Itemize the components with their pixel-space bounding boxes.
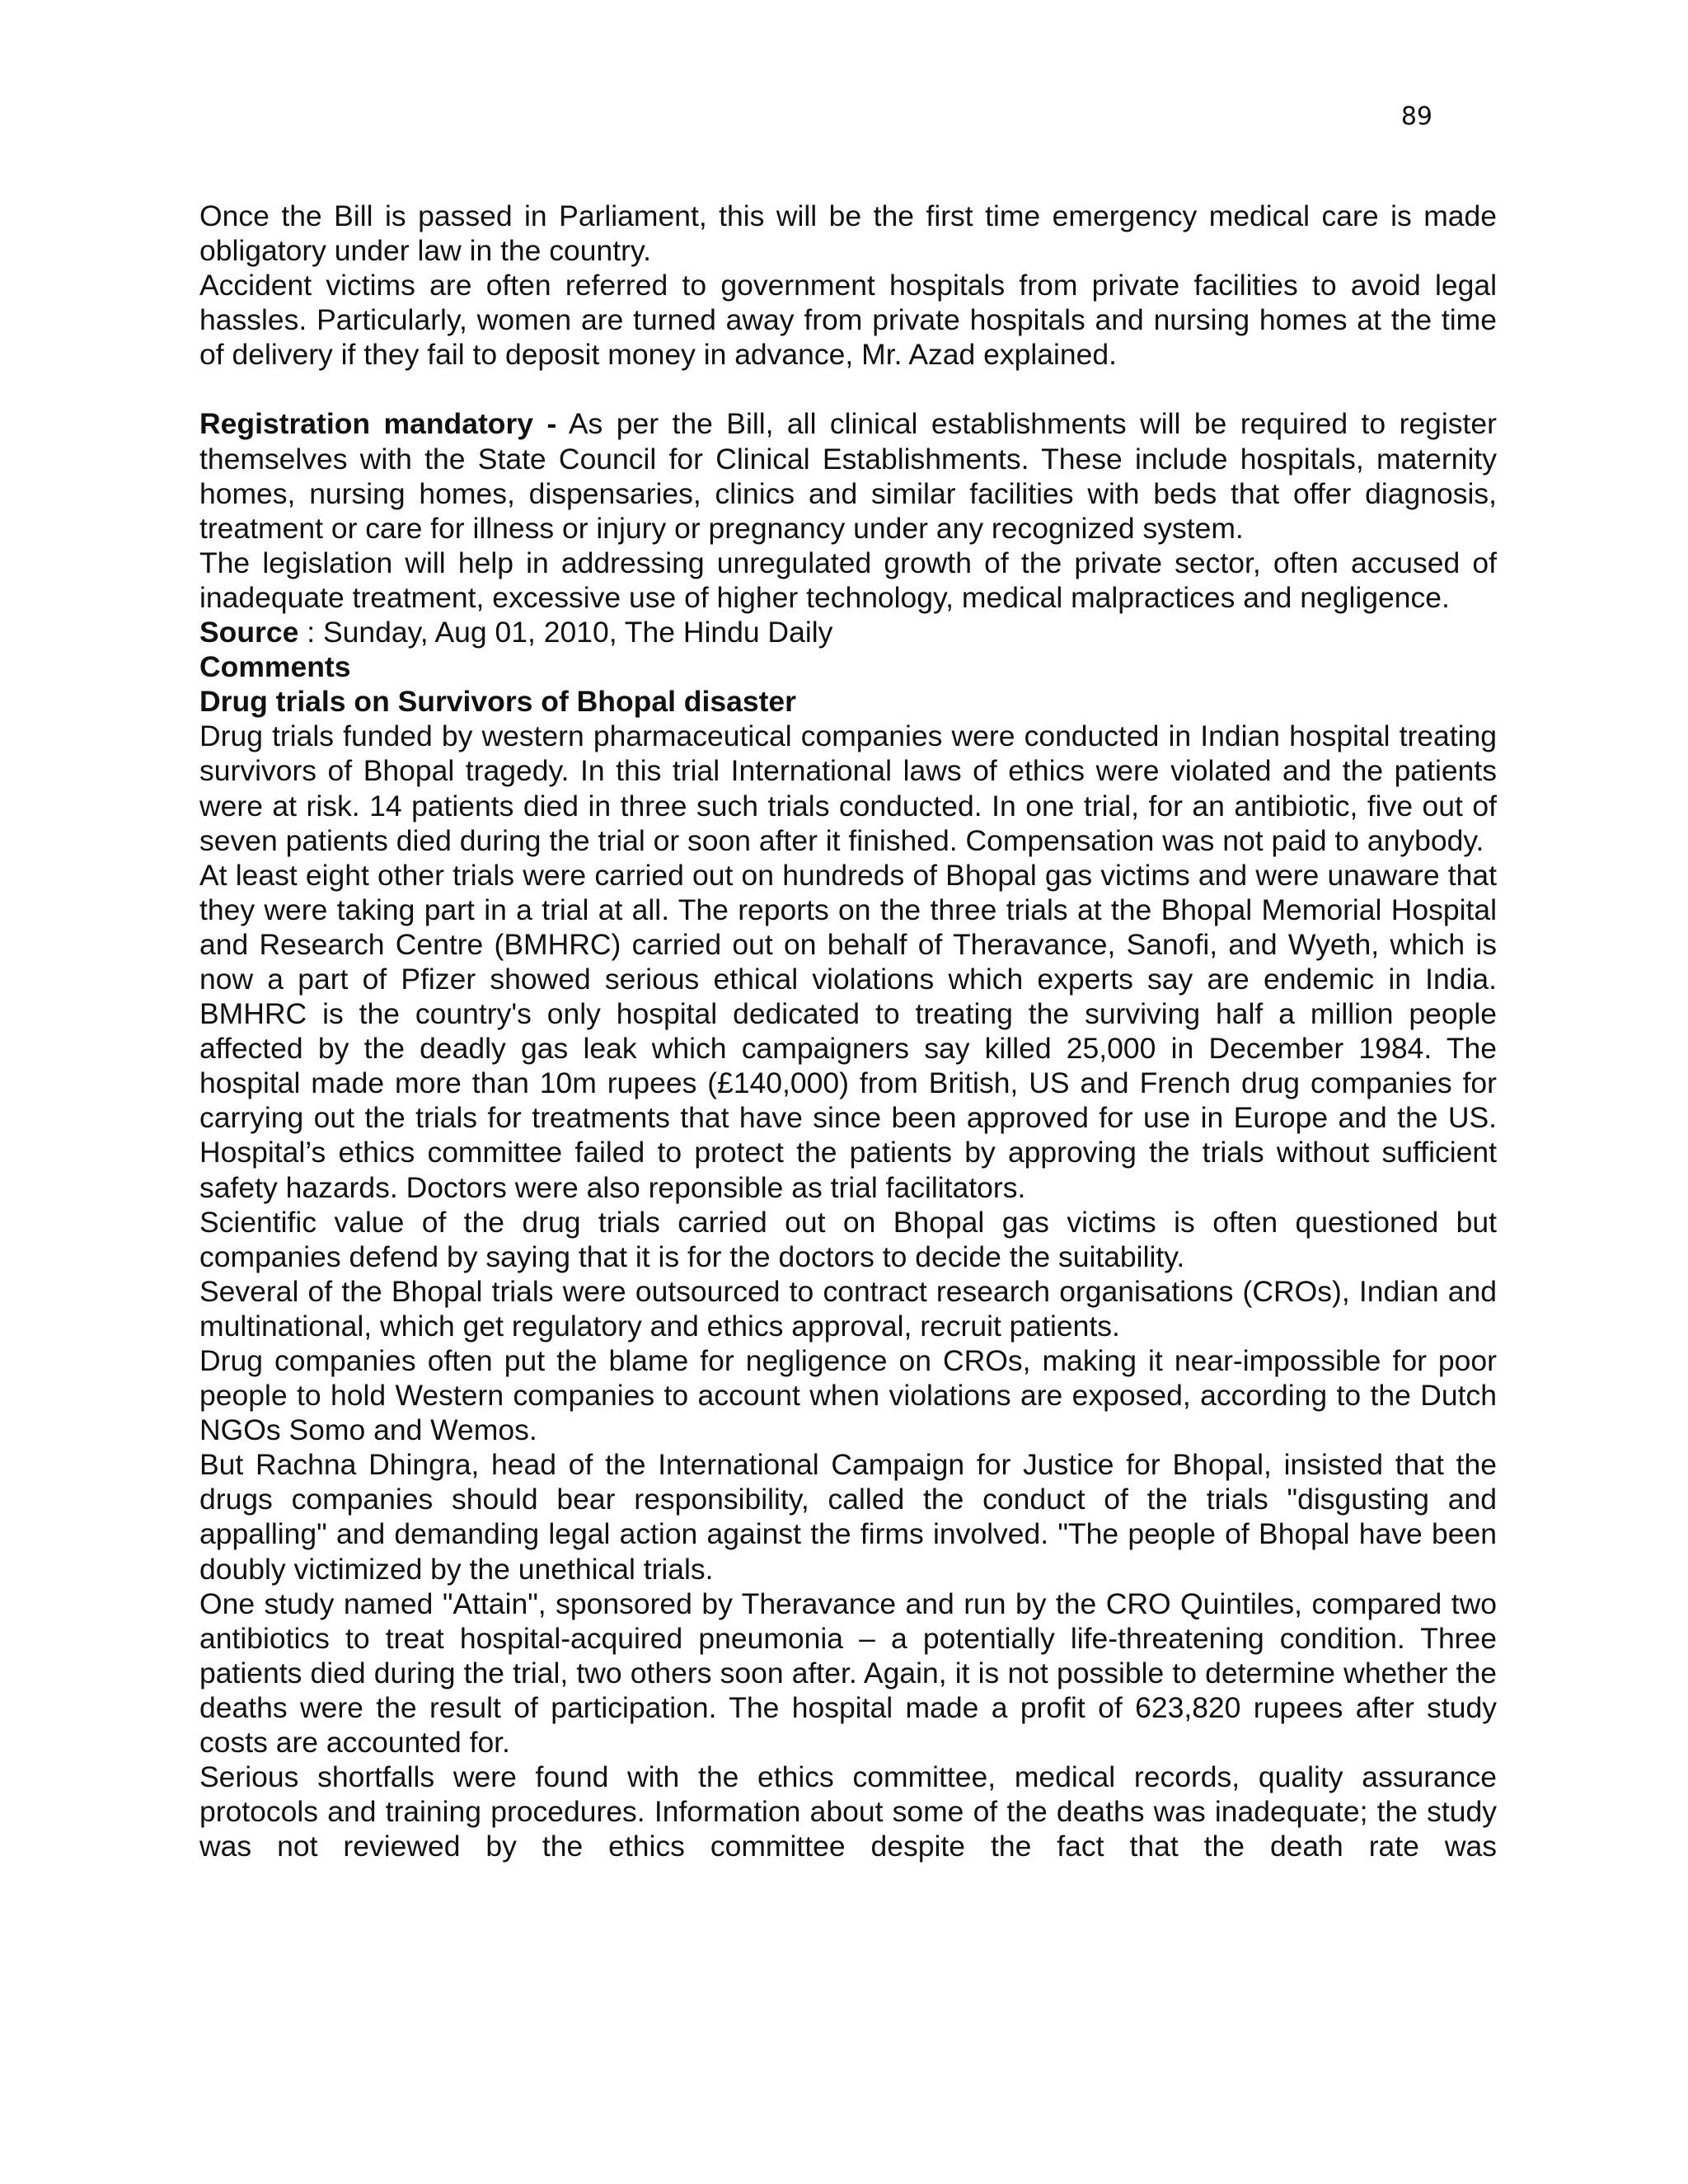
section-heading: Drug trials on Survivors of Bhopal disaster <box>199 685 796 719</box>
registration-label: Registration mandatory - <box>199 407 557 441</box>
paragraph-gap <box>199 372 1497 406</box>
source-text: : Sunday, Aug 01, 2010, The Hindu Daily <box>298 616 833 649</box>
registration-text: As per the Bill, all clinical establishments will be required to register themselves with the State Council for Clinical Establishments. These include hospitals, maternity homes, nursing homes, dispensaries, clinics and similar facilities with beds that offer diagnosis, treatment or care for illness or injury or pregnancy under any recognized system. <box>199 407 1497 545</box>
page-number: 89 <box>1400 102 1432 131</box>
source-line <box>199 615 1497 649</box>
paragraph-drug-trials: Drug trials funded by western pharmaceutical companies were conducted in Indian hospital treating survivors of Bhopal tragedy. In this trial International laws of ethics were violated and the patients were at risk. 14 patients died in three such trials conducted. In one trial, for an antibiotic, five out of seven patients died during the trial or soon after it finished. Compensation was not paid to anybody. <box>199 719 1497 857</box>
paragraph-attain-study: One study named "Attain", sponsored by Theravance and run by the CRO Quintiles, compared two antibiotics to treat hospital-acquired pneumonia – a potentially life-threatening condition. Three patients died during the trial, two others soon after. Again, it is not possible to determine whether the deaths were the result of participation. The hospital made a profit of 623,820 rupees after study costs are accounted for. <box>199 1586 1497 1760</box>
paragraph-blame: Drug companies often put the blame for negligence on CROs, making it near-impossible for poor people to hold Western companies to account when violations are exposed, according to the Dutch NGOs Somo and Wemos. <box>199 1344 1497 1447</box>
document-body <box>199 199 1497 1863</box>
paragraph-scientific-value: Scientific value of the drug trials carried out on Bhopal gas victims is often questioned but companies defend by saying that it is for the doctors to decide the suitability. <box>199 1205 1497 1273</box>
paragraph-accident-victims: Accident victims are often referred to government hospitals from private facilities to avoid legal hassles. Particularly, women are turned away from private hospitals and nursing homes at the time of delivery if they fail to deposit money in advance, Mr. Azad explained. <box>199 269 1497 372</box>
paragraph-registration <box>199 406 1497 545</box>
paragraph-rachna-dhingra: But Rachna Dhingra, head of the International Campaign for Justice for Bhopal, insisted that the drugs companies should bear responsibility, called the conduct of the trials "disgusting and appalling" and demanding legal action against the firms involved. "The people of Bhopal have been doubly victimized by the unethical trials. <box>199 1448 1497 1586</box>
paragraph-eight-trials: At least eight other trials were carried out on hundreds of Bhopal gas victims and were unaware that they were taking part in a trial at all. The reports on the three trials at the Bhopal Memorial Hospital and Research Centre (BMHRC) carried out on behalf of Theravance, Sanofi, and Wyeth, which is now a part of Pfizer showed serious ethical violations which experts say are endemic in India. BMHRC is the country's only hospital dedicated to treating the surviving half a million people affected by the deadly gas leak which campaigners say killed 25,000 in December 1984. The hospital made more than 10m rupees (£140,000) from British, US and French drug companies for carrying out the trials for treatments that have since been approved for use in Europe and the US. Hospital’s ethics committee failed to protect the patients by approving the trials without sufficient safety hazards. Doctors were also reponsible as trial facilitators. <box>199 858 1497 1204</box>
paragraph-bill-passed: Once the Bill is passed in Parliament, this will be the first time emergency medical care is made obligatory under law in the country. <box>199 199 1497 268</box>
paragraph-shortfalls: Serious shortfalls were found with the ethics committee, medical records, quality assurance protocols and training procedures. Information about some of the deaths was inadequate; the study was not reviewed by the ethics committee despite the fact that the death rate was <box>199 1760 1497 1863</box>
comments-heading: Comments <box>199 650 351 684</box>
paragraph-legislation: The legislation will help in addressing unregulated growth of the private sector, often accused of inadequate treatment, excessive use of higher technology, medical malpractices and negligence. <box>199 546 1497 614</box>
paragraph-outsourced: Several of the Bhopal trials were outsourced to contract research organisations (CROs), Indian and multinational, which get regulatory and ethics approval, recruit patients. <box>199 1274 1497 1343</box>
source-label: Source <box>199 616 299 649</box>
